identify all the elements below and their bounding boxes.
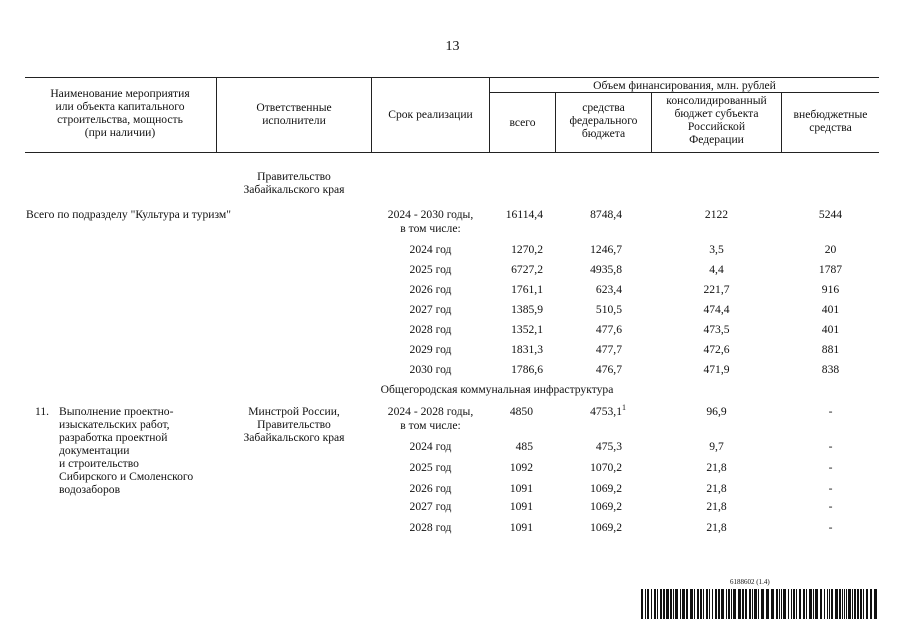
barcode-bar	[694, 589, 695, 619]
barcode-image	[641, 589, 877, 619]
barcode-bar	[815, 589, 818, 619]
period-cell: 2030 год	[409, 363, 452, 376]
table-top-rule	[25, 77, 879, 78]
header-exec-line: Ответственные	[256, 101, 332, 114]
barcode-bar	[726, 589, 727, 619]
barcode-bar	[700, 589, 702, 619]
federal-cell: 477,7	[595, 343, 622, 356]
barcode-bar	[718, 589, 720, 619]
header-federal-line: средства	[582, 101, 625, 114]
item-name-line: документации	[59, 444, 130, 457]
barcode-bar	[846, 589, 847, 619]
federal-cell: 8748,4	[590, 208, 622, 221]
header-regional-line: бюджет субъекта	[674, 107, 759, 120]
regional-cell: 4,4	[709, 263, 724, 276]
barcode-bar	[806, 589, 807, 619]
item-exec-line: Минстрой России,	[248, 405, 340, 418]
item-name-line: и строительство	[59, 457, 139, 470]
barcode-bar	[842, 589, 843, 619]
regional-cell: 472,6	[703, 343, 730, 356]
barcode-bar	[657, 589, 658, 619]
total-cell: 1091	[509, 482, 533, 495]
extra-cell: -	[828, 405, 833, 418]
period-cell: 2027 год	[409, 303, 452, 316]
total-cell: 1270,2	[511, 243, 543, 256]
barcode-bar	[788, 589, 789, 619]
header-bottom-rule	[25, 152, 879, 153]
period-cell: 2029 год	[409, 343, 452, 356]
barcode-bar	[781, 589, 782, 619]
extra-cell: 881	[821, 343, 840, 356]
barcode-bar	[820, 589, 822, 619]
barcode-caption: 6188602 (1.4)	[730, 578, 770, 586]
regional-cell: 473,5	[703, 323, 730, 336]
regional-cell: 471,9	[703, 363, 730, 376]
barcode-bar	[703, 589, 704, 619]
barcode-bar	[752, 589, 753, 619]
barcode-bar	[690, 589, 693, 619]
barcode-bar	[835, 589, 838, 619]
item-exec-line: Правительство	[257, 418, 331, 431]
header-federal	[556, 101, 651, 140]
barcode-bar	[697, 589, 699, 619]
barcode-bar	[663, 589, 665, 619]
barcode-bar	[793, 589, 795, 619]
federal-value: 4753,1	[590, 405, 622, 418]
gov-label-line: Правительство	[257, 170, 331, 183]
item-exec-line: Забайкальского края	[243, 431, 345, 444]
barcode-bar	[706, 589, 708, 619]
total-cell: 485	[515, 440, 533, 453]
item-number: 11.	[35, 405, 50, 418]
period-cell: 2028 год	[409, 521, 452, 534]
barcode-bar	[731, 589, 732, 619]
total-cell: 4850	[509, 405, 533, 418]
regional-cell: 3,5	[709, 243, 724, 256]
barcode-bar	[733, 589, 736, 619]
period-cell: 2027 год	[409, 500, 452, 513]
barcode-bar	[680, 589, 681, 619]
barcode-bar	[863, 589, 864, 619]
barcode-bar	[783, 589, 786, 619]
federal-cell: 475,3	[595, 440, 622, 453]
total-cell: 1092	[509, 461, 533, 474]
header-financing: Объем финансирования, млн. рублей	[593, 79, 776, 92]
barcode-bar	[852, 589, 853, 619]
regional-cell: 9,7	[709, 440, 724, 453]
item-name-line: изыскательских работ,	[59, 418, 170, 431]
header-name-line: строительства, мощность	[57, 113, 183, 126]
barcode-bar	[641, 589, 643, 619]
financing-rule	[489, 92, 879, 93]
extra-cell: -	[828, 440, 833, 453]
header-regional-line: Федерации	[689, 133, 744, 146]
item-executors	[217, 405, 371, 444]
federal-cell: 510,5	[595, 303, 622, 316]
barcode-bar	[854, 589, 856, 619]
gov-label	[217, 170, 371, 196]
barcode-bar	[654, 589, 656, 619]
barcode-bar	[809, 589, 812, 619]
extra-cell: 1787	[818, 263, 843, 276]
federal-cell	[556, 405, 626, 418]
total-cell: 1786,6	[511, 363, 543, 376]
extra-cell: -	[828, 461, 833, 474]
barcode-bar	[745, 589, 747, 619]
period-cell: 2024 - 2028 годы,	[387, 405, 474, 418]
barcode-bar	[870, 589, 872, 619]
barcode-bar	[766, 589, 769, 619]
federal-cell: 1069,2	[590, 500, 622, 513]
header-name	[25, 87, 215, 139]
barcode-bar	[857, 589, 859, 619]
item-name	[59, 405, 193, 496]
item-name-line: разработка проектной	[59, 431, 168, 444]
total-cell: 1831,3	[511, 343, 543, 356]
period-cell: 2024 год	[409, 440, 452, 453]
barcode-bar	[647, 589, 649, 619]
page-number: 13	[445, 39, 460, 54]
regional-cell: 474,4	[703, 303, 730, 316]
extra-cell: -	[828, 482, 833, 495]
extra-cell: 401	[821, 303, 840, 316]
regional-cell: 21,8	[706, 461, 727, 474]
barcode-bar	[776, 589, 778, 619]
barcode-bar	[848, 589, 851, 619]
barcode-bar	[874, 589, 877, 619]
total-cell: 16114,4	[505, 208, 543, 221]
header-federal-line: бюджета	[581, 127, 626, 140]
barcode-bar	[709, 589, 710, 619]
extra-cell: 916	[821, 283, 840, 296]
period-cell: 2025 год	[409, 263, 452, 276]
barcode-bar	[779, 589, 780, 619]
regional-cell: 21,8	[706, 500, 727, 513]
total-cell: 1091	[509, 500, 533, 513]
barcode-bar	[738, 589, 741, 619]
federal-cell: 623,4	[595, 283, 622, 296]
period-cell: 2026 год	[409, 283, 452, 296]
barcode-bar	[866, 589, 868, 619]
barcode-bar	[749, 589, 751, 619]
header-period: Срок реализации	[388, 108, 473, 121]
barcode-bar	[728, 589, 730, 619]
header-extra-line: средства	[809, 121, 852, 134]
total-cell: 6727,2	[511, 263, 543, 276]
header-total: всего	[509, 116, 536, 129]
regional-cell: 96,9	[706, 405, 727, 418]
regional-cell: 21,8	[706, 521, 727, 534]
header-exec-line: исполнители	[262, 114, 326, 127]
barcode-bar	[682, 589, 685, 619]
extra-cell: -	[828, 521, 833, 534]
extra-cell: 838	[821, 363, 840, 376]
period-subnote: в том числе:	[400, 419, 461, 432]
barcode-bar	[803, 589, 805, 619]
federal-cell: 477,6	[595, 323, 622, 336]
regional-cell: 21,8	[706, 482, 727, 495]
barcode-bar	[758, 589, 759, 619]
barcode-bar	[860, 589, 862, 619]
federal-cell: 1070,2	[590, 461, 622, 474]
barcode-bar	[721, 589, 724, 619]
regional-cell: 221,7	[703, 283, 730, 296]
header-extra	[782, 108, 879, 134]
item-name-line: Выполнение проектно-	[59, 405, 174, 418]
barcode-bar	[673, 589, 674, 619]
barcode-bar	[686, 589, 688, 619]
header-regional	[652, 94, 781, 146]
gov-label-line: Забайкальского края	[243, 183, 345, 196]
barcode-bar	[791, 589, 792, 619]
header-name-line: (при наличии)	[84, 126, 156, 139]
barcode-bar	[754, 589, 757, 619]
total-cell: 1385,9	[511, 303, 543, 316]
barcode-bar	[771, 589, 774, 619]
barcode-bar	[824, 589, 825, 619]
period-subnote: в том числе:	[400, 222, 461, 235]
header-federal-line: федерального	[569, 114, 638, 127]
header-regional-line: консолидированный	[666, 94, 767, 107]
header-name-line: или объекта капитального	[55, 100, 185, 113]
header-name-line: Наименование мероприятия	[50, 87, 190, 100]
federal-cell: 1069,2	[590, 521, 622, 534]
barcode-bar	[839, 589, 841, 619]
barcode-bar	[651, 589, 652, 619]
barcode-bar	[844, 589, 845, 619]
barcode-bar	[813, 589, 814, 619]
barcode-bar	[827, 589, 828, 619]
barcode-bar	[670, 589, 672, 619]
total-cell: 1761,1	[511, 283, 543, 296]
federal-cell: 1246,7	[590, 243, 622, 256]
barcode-bar	[742, 589, 744, 619]
period-cell: 2024 - 2030 годы,	[387, 208, 474, 221]
extra-cell: 401	[821, 323, 840, 336]
barcode-bar	[666, 589, 669, 619]
barcode-bar	[829, 589, 830, 619]
item-name-line: водозаборов	[59, 483, 121, 496]
header-regional-line: Российской	[687, 120, 746, 133]
federal-cell: 476,7	[595, 363, 622, 376]
barcode-bar	[712, 589, 713, 619]
period-cell: 2026 год	[409, 482, 452, 495]
extra-cell: 20	[824, 243, 837, 256]
federal-cell: 1069,2	[590, 482, 622, 495]
extra-cell: 5244	[818, 208, 843, 221]
barcode-bar	[799, 589, 801, 619]
barcode-bar	[761, 589, 764, 619]
barcode-bar	[675, 589, 678, 619]
period-cell: 2028 год	[409, 323, 452, 336]
extra-cell: -	[828, 500, 833, 513]
item-name-line: Сибирского и Смоленского	[59, 470, 194, 483]
barcode-bar	[660, 589, 662, 619]
period-cell: 2024 год	[409, 243, 452, 256]
barcode-bar	[796, 589, 797, 619]
section2-title: Общегородская коммунальная инфраструктура	[380, 383, 614, 396]
total-cell: 1352,1	[511, 323, 543, 336]
barcode-bar	[715, 589, 717, 619]
footnote-mark: 1	[622, 403, 626, 412]
total-cell: 1091	[509, 521, 533, 534]
regional-cell: 2122	[704, 208, 729, 221]
period-cell: 2025 год	[409, 461, 452, 474]
federal-cell: 4935,8	[590, 263, 622, 276]
header-executors	[217, 101, 371, 127]
barcode-bar	[831, 589, 833, 619]
header-extra-line: внебюджетные	[793, 108, 868, 121]
barcode-bar	[645, 589, 646, 619]
section1-label: Всего по подразделу "Культура и туризм"	[26, 208, 231, 221]
